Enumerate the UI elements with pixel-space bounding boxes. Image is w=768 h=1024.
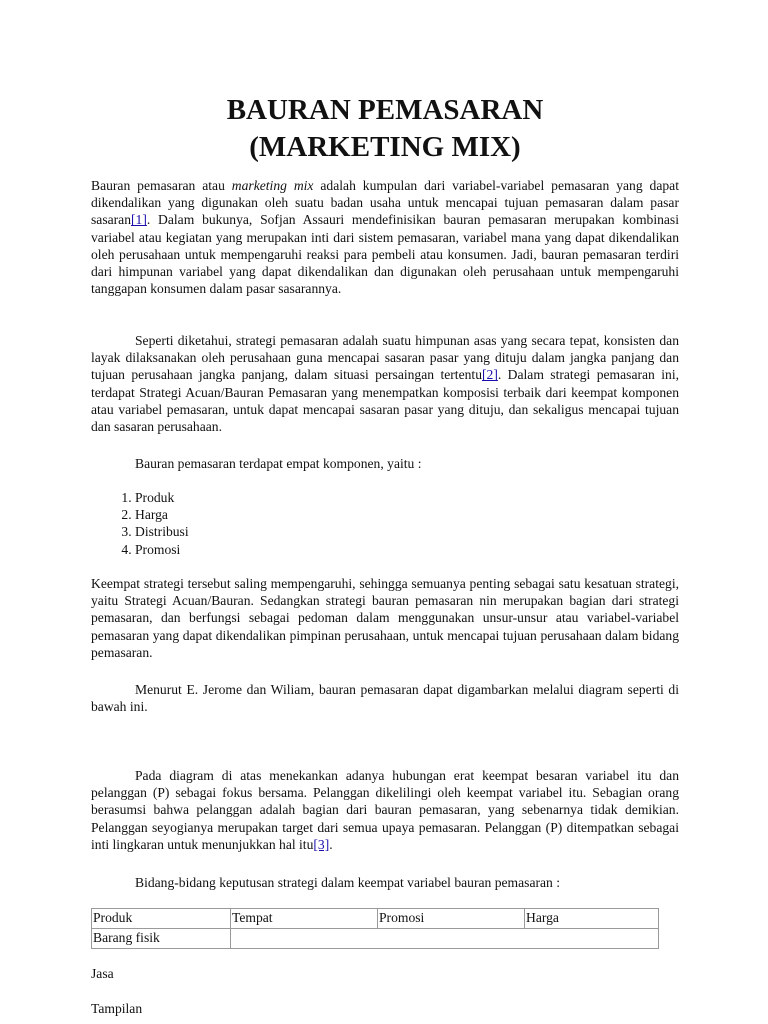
after-table-item: Tampilan — [91, 1001, 143, 1016]
footnote-link-3[interactable]: [3] — [313, 836, 330, 852]
components-list — [91, 489, 189, 558]
table-cell: Barang fisik — [92, 929, 231, 949]
footnote-link-2[interactable]: [2] — [482, 367, 498, 383]
text: . — [329, 836, 333, 852]
title-line-2: (MARKETING MIX) — [249, 131, 521, 163]
list-item: 1. Produk — [135, 489, 189, 506]
italic-term: marketing mix — [231, 178, 314, 193]
list-item: 2. Harga — [135, 506, 189, 523]
paragraph-definition — [91, 177, 679, 297]
paragraph-diagram-explanation — [91, 767, 679, 853]
table-cell: Tempat — [231, 909, 378, 929]
table-cell — [231, 929, 659, 949]
paragraph-mutual-influence: Keempat strategi tersebut saling mempengaruhi, sehingga semuanya penting sebagai satu kesatuan strategi, yaitu Strategi Acuan/Bauran. Sedangkan strategi bauran pemasaran nin merupakan bagian dari strategi pemasaran, dan berfungsi sebagai pedoman dalam menggunakan unsur-unsur atau variabel-variabel pemasaran yang dapat dikendalikan pimpinan perusahaan, untuk mencapai tujuan perusahaan dalam bidang pemasaran. — [91, 576, 679, 660]
table-cell: Promosi — [378, 909, 525, 929]
text: . Dalam strategi pemasaran ini, terdapat Strategi Acuan/Bauran Pemasaran yang menempatkan komposisi terbaik dari keempat komponen atau variabel pemasaran, untuk dapat mencapai sasaran pasar yang dituju, dan sekaligus mencapai tujuan dan sasaran perusahaan. — [91, 367, 679, 435]
table-header-row — [92, 909, 659, 929]
text: Seperti diketahui, strategi pemasaran adalah suatu himpunan asas yang secara tepat, konsisten dan layak dilaksanakan oleh perusahaan guna mencapai sasaran pasar yang dituju dalam jangka panjang dan tujuan perusahaan jangka panjang, dalam situasi persaingan tertentu — [91, 333, 679, 383]
after-table-item: Jasa — [91, 966, 114, 981]
paragraph-decision-areas: Bidang-bidang keputusan strategi dalam keempat variabel bauran pemasaran : — [135, 875, 561, 890]
text: Bauran pemasaran atau — [91, 178, 232, 193]
title-line-1: BAURAN PEMASARAN — [226, 94, 544, 126]
list-item: 3. Distribusi — [135, 523, 189, 540]
text: Pada diagram di atas menekankan adanya hubungan erat keempat besaran variabel itu dan pelanggan (P) sebagai fokus bersama. Pelanggan dikelilingi oleh keempat variabel itu. Sebagian orang berasumsi bahwa pelanggan adalah bagian dari bauran pemasaran, yang sebenarnya tidak demikian. Pelanggan seyogianya merupakan target dari semua upaya pemasaran. Pelanggan (P) ditempatkan sebagai inti lingkaran untuk menunjukkan hal itu — [91, 768, 679, 852]
table-cell: Harga — [525, 909, 659, 929]
document-title — [91, 92, 679, 166]
table-cell: Produk — [92, 909, 231, 929]
decision-areas-table — [91, 908, 659, 949]
text: adalah kumpulan dari variabel-variabel pemasaran yang dapat dikendalikan yang digunakan oleh suatu badan usaha untuk mencapai tujuan pemasaran dalam pasar sasaran — [91, 178, 679, 228]
list-item: 4. Promosi — [135, 541, 189, 558]
footnote-link-1[interactable]: [1] — [131, 212, 147, 228]
paragraph-strategy — [91, 332, 679, 435]
paragraph-components-intro: Bauran pemasaran terdapat empat komponen, yaitu : — [135, 456, 422, 471]
text: . Dalam bukunya, Sofjan Assauri mendefinisikan bauran pemasaran merupakan kombinasi variabel atau kegiatan yang merupakan inti dari sistem pemasaran, variabel mana yang dapat dikendalikan oleh perusahaan untuk mempengaruhi reaksi para pembeli atau konsumen. Jadi, bauran pemasaran terdiri dari himpunan variabel yang dapat dikendalikan dan digunakan oleh perusahaan untuk mempengaruhi tanggapan konsumen dalam pasar sasarannya. — [91, 212, 679, 297]
paragraph-diagram-intro: Menurut E. Jerome dan Wiliam, bauran pemasaran dapat digambarkan melalui diagram seperti di bawah ini. — [91, 682, 679, 715]
table-row — [92, 929, 659, 949]
